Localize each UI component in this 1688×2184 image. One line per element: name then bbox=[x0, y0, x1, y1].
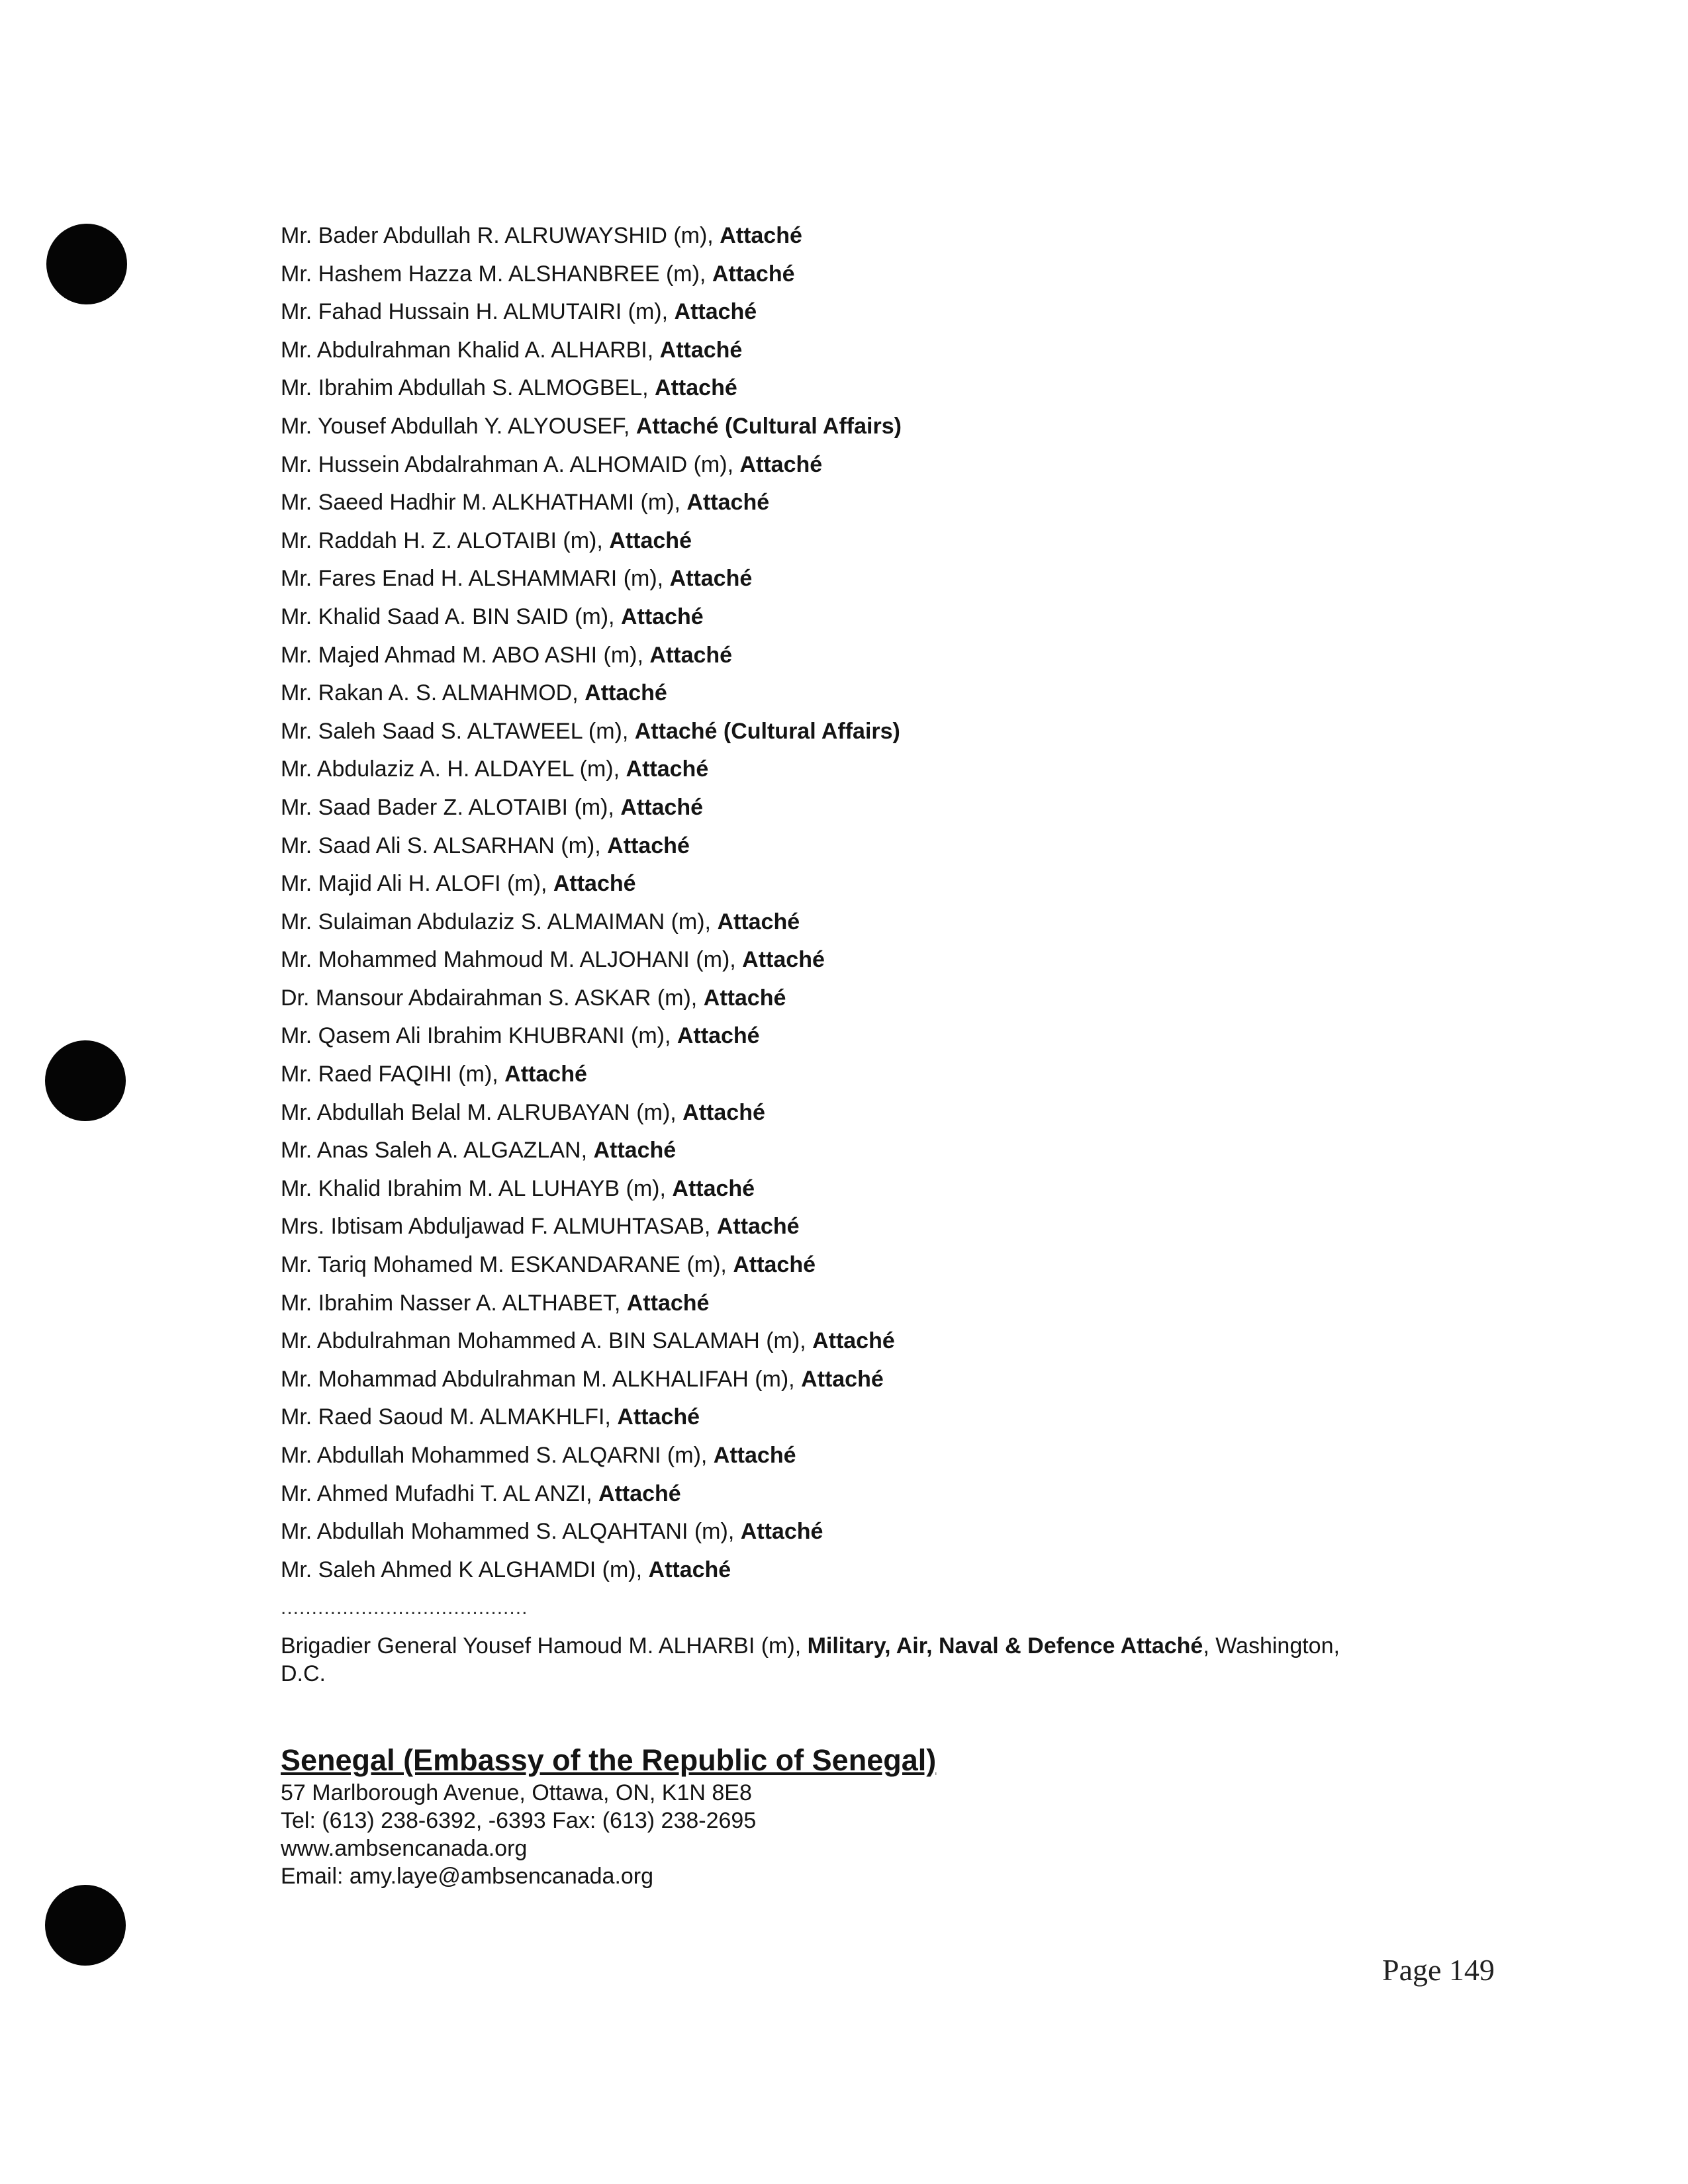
attache-name: Mr. Yousef Abdullah Y. ALYOUSEF, bbox=[281, 413, 636, 439]
attache-role: Attaché bbox=[717, 909, 800, 934]
attache-role: Attaché bbox=[812, 1328, 895, 1354]
attache-name: Mr. Majed Ahmad M. ABO ASHI (m), bbox=[281, 642, 650, 668]
attache-role: Attaché bbox=[669, 566, 753, 592]
embassy-heading: Senegal (Embassy of the Republic of Senegal) bbox=[281, 1743, 937, 1777]
attache-entry bbox=[281, 484, 902, 522]
attache-role: Attaché bbox=[659, 337, 743, 363]
attache-entry bbox=[281, 637, 902, 675]
punch-hole bbox=[45, 1040, 126, 1121]
attache-name: Mr. Mohammed Mahmoud M. ALJOHANI (m), bbox=[281, 947, 743, 973]
attache-role: Attaché bbox=[585, 680, 667, 706]
attache-entry bbox=[281, 1246, 902, 1285]
military-attache-location: , Washington, D.C. bbox=[281, 1633, 1340, 1686]
attache-name: Dr. Mansour Abdairahman S. ASKAR (m), bbox=[281, 985, 704, 1011]
attache-name: Mr. Rakan A. S. ALMAHMOD, bbox=[281, 680, 585, 706]
attache-role: Attaché bbox=[620, 794, 704, 820]
attache-name: Mr. Sulaiman Abdulaziz S. ALMAIMAN (m), bbox=[281, 909, 718, 934]
attache-entry bbox=[281, 1551, 902, 1590]
attache-role: Attaché bbox=[598, 1480, 681, 1506]
attache-name: Mr. Saeed Hadhir M. ALKHATHAMI (m), bbox=[281, 490, 687, 516]
attache-role: Attaché bbox=[617, 1404, 700, 1430]
attache-name: Mrs. Ibtisam Abduljawad F. ALMUHTASAB, bbox=[281, 1214, 717, 1240]
attache-name: Mr. Saleh Saad S. ALTAWEEL (m), bbox=[281, 718, 635, 744]
attache-role: Attaché (Cultural Affairs) bbox=[634, 718, 900, 744]
attache-role: Attaché bbox=[677, 1023, 760, 1049]
embassy-address: 57 Marlborough Avenue, Ottawa, ON, K1N 8E8 bbox=[281, 1780, 752, 1805]
attache-entry bbox=[281, 255, 902, 294]
attache-name: Mr. Abdulrahman Mohammed A. BIN SALAMAH (m), bbox=[281, 1328, 813, 1354]
attache-role: Attaché bbox=[674, 299, 757, 325]
attache-role: Attaché bbox=[649, 642, 733, 668]
attache-role: Attaché bbox=[703, 985, 786, 1011]
attache-entry bbox=[281, 751, 902, 789]
attache-entry bbox=[281, 293, 902, 332]
attache-role: Attaché bbox=[626, 1290, 710, 1316]
attache-role: Attaché bbox=[720, 223, 802, 248]
attache-role: Attaché bbox=[655, 375, 737, 401]
embassy-phone: Tel: (613) 238-6392, -6393 Fax: (613) 238-2695 bbox=[281, 1808, 757, 1833]
attache-entry bbox=[281, 369, 902, 408]
attache-name: Mr. Abdullah Mohammed S. ALQAHTANI (m), bbox=[281, 1519, 741, 1545]
attache-entry bbox=[281, 1132, 902, 1170]
attache-name: Mr. Khalid Ibrahim M. AL LUHAYB (m), bbox=[281, 1175, 673, 1201]
attache-name: Mr. Fares Enad H. ALSHAMMARI (m), bbox=[281, 566, 670, 592]
attache-entry bbox=[281, 979, 902, 1018]
attache-entry bbox=[281, 1285, 902, 1323]
attache-role: Attaché (Cultural Affairs) bbox=[635, 413, 902, 439]
page-number: Page 149 bbox=[1382, 1953, 1495, 1987]
attache-entry bbox=[281, 446, 902, 484]
attache-role: Attaché bbox=[620, 604, 704, 629]
attache-entry bbox=[281, 941, 902, 979]
attache-name: Mr. Saleh Ahmed K ALGHAMDI (m), bbox=[281, 1557, 649, 1582]
attache-entry bbox=[281, 1322, 902, 1361]
embassy-email[interactable]: Email: amy.laye@ambsencanada.org bbox=[281, 1864, 654, 1889]
attache-role: Attaché bbox=[672, 1175, 755, 1201]
attache-entry bbox=[281, 1513, 902, 1551]
attache-entry bbox=[281, 332, 902, 370]
attache-name: Mr. Abdulrahman Khalid A. ALHARBI, bbox=[281, 337, 660, 363]
attache-name: Mr. Abdullah Mohammed S. ALQARNI (m), bbox=[281, 1443, 714, 1468]
attache-entry bbox=[281, 1056, 902, 1094]
attache-entry bbox=[281, 1437, 902, 1475]
attache-entry bbox=[281, 789, 902, 827]
attache-role: Attaché bbox=[712, 261, 795, 287]
attache-entry bbox=[281, 1398, 902, 1437]
attache-entry bbox=[281, 1475, 902, 1514]
attache-name: Mr. Saad Ali S. ALSARHAN (m), bbox=[281, 833, 608, 858]
attache-entry bbox=[281, 522, 902, 561]
attache-role: Attaché bbox=[742, 947, 825, 973]
attache-name: Mr. Ibrahim Abdullah S. ALMOGBEL, bbox=[281, 375, 655, 401]
attache-role: Attaché bbox=[686, 490, 770, 516]
attache-list bbox=[281, 217, 902, 1589]
attache-name: Mr. Hussein Abdalrahman A. ALHOMAID (m), bbox=[281, 451, 740, 477]
attache-entry bbox=[281, 865, 902, 903]
attache-name: Mr. Mohammad Abdulrahman M. ALKHALIFAH (m), bbox=[281, 1366, 802, 1392]
punch-hole bbox=[45, 1885, 126, 1966]
separator-dots: ........................................ bbox=[281, 1597, 528, 1619]
attache-name: Mr. Abdullah Belal M. ALRUBAYAN (m), bbox=[281, 1099, 683, 1125]
attache-entry bbox=[281, 1094, 902, 1132]
punch-hole bbox=[46, 224, 127, 304]
embassy-block bbox=[281, 1742, 936, 1890]
attache-name: Mr. Abdulaziz A. H. ALDAYEL (m), bbox=[281, 756, 626, 782]
attache-entry bbox=[281, 560, 902, 598]
attache-name: Mr. Raed Saoud M. ALMAKHLFI, bbox=[281, 1404, 618, 1430]
attache-role: Attaché bbox=[801, 1366, 884, 1392]
attache-name: Mr. Qasem Ali Ibrahim KHUBRANI (m), bbox=[281, 1023, 677, 1049]
attache-role: Attaché bbox=[682, 1099, 765, 1125]
attache-role: Attaché bbox=[740, 1519, 823, 1545]
attache-name: Mr. Ahmed Mufadhi T. AL ANZI, bbox=[281, 1480, 599, 1506]
attache-name: Mr. Raed FAQIHI (m), bbox=[281, 1062, 505, 1087]
attache-role: Attaché bbox=[716, 1214, 800, 1240]
attache-name: Mr. Ibrahim Nasser A. ALTHABET, bbox=[281, 1290, 627, 1316]
attache-entry bbox=[281, 1017, 902, 1056]
attache-role: Attaché bbox=[607, 833, 690, 858]
attache-entry bbox=[281, 827, 902, 866]
attache-entry bbox=[281, 408, 902, 446]
attache-entry bbox=[281, 217, 902, 255]
attache-entry bbox=[281, 1208, 902, 1246]
attache-role: Attaché bbox=[609, 527, 692, 553]
attache-name: Mr. Anas Saleh A. ALGAZLAN, bbox=[281, 1138, 594, 1163]
attache-name: Mr. Khalid Saad A. BIN SAID (m), bbox=[281, 604, 621, 629]
attache-entry bbox=[281, 598, 902, 637]
attache-role: Attaché bbox=[648, 1557, 731, 1582]
attache-role: Attaché bbox=[733, 1252, 816, 1278]
attache-name: Mr. Bader Abdullah R. ALRUWAYSHID (m), bbox=[281, 223, 720, 248]
attache-role: Attaché bbox=[504, 1062, 587, 1087]
attache-role: Attaché bbox=[593, 1138, 677, 1163]
attache-name: Mr. Saad Bader Z. ALOTAIBI (m), bbox=[281, 794, 621, 820]
attache-entry bbox=[281, 674, 902, 713]
attache-name: Mr. Tariq Mohamed M. ESKANDARANE (m), bbox=[281, 1252, 733, 1278]
embassy-website[interactable]: www.ambsencanada.org bbox=[281, 1836, 528, 1861]
attache-entry bbox=[281, 713, 902, 751]
attache-role: Attaché bbox=[626, 756, 709, 782]
attache-role: Attaché bbox=[553, 871, 636, 897]
attache-entry bbox=[281, 903, 902, 942]
attache-name: Mr. Hashem Hazza M. ALSHANBREE (m), bbox=[281, 261, 712, 287]
attache-name: Mr. Fahad Hussain H. ALMUTAIRI (m), bbox=[281, 299, 675, 325]
attache-entry bbox=[281, 1170, 902, 1208]
attache-role: Attaché bbox=[739, 451, 823, 477]
attache-role: Attaché bbox=[713, 1443, 796, 1468]
military-attache-role: Military, Air, Naval & Defence Attaché bbox=[807, 1633, 1203, 1659]
military-attache-entry bbox=[281, 1632, 1340, 1688]
military-attache-name: Brigadier General Yousef Hamoud M. ALHARBI (m), bbox=[281, 1633, 808, 1659]
attache-entry bbox=[281, 1361, 902, 1399]
attache-name: Mr. Majid Ali H. ALOFI (m), bbox=[281, 871, 553, 897]
attache-name: Mr. Raddah H. Z. ALOTAIBI (m), bbox=[281, 527, 610, 553]
